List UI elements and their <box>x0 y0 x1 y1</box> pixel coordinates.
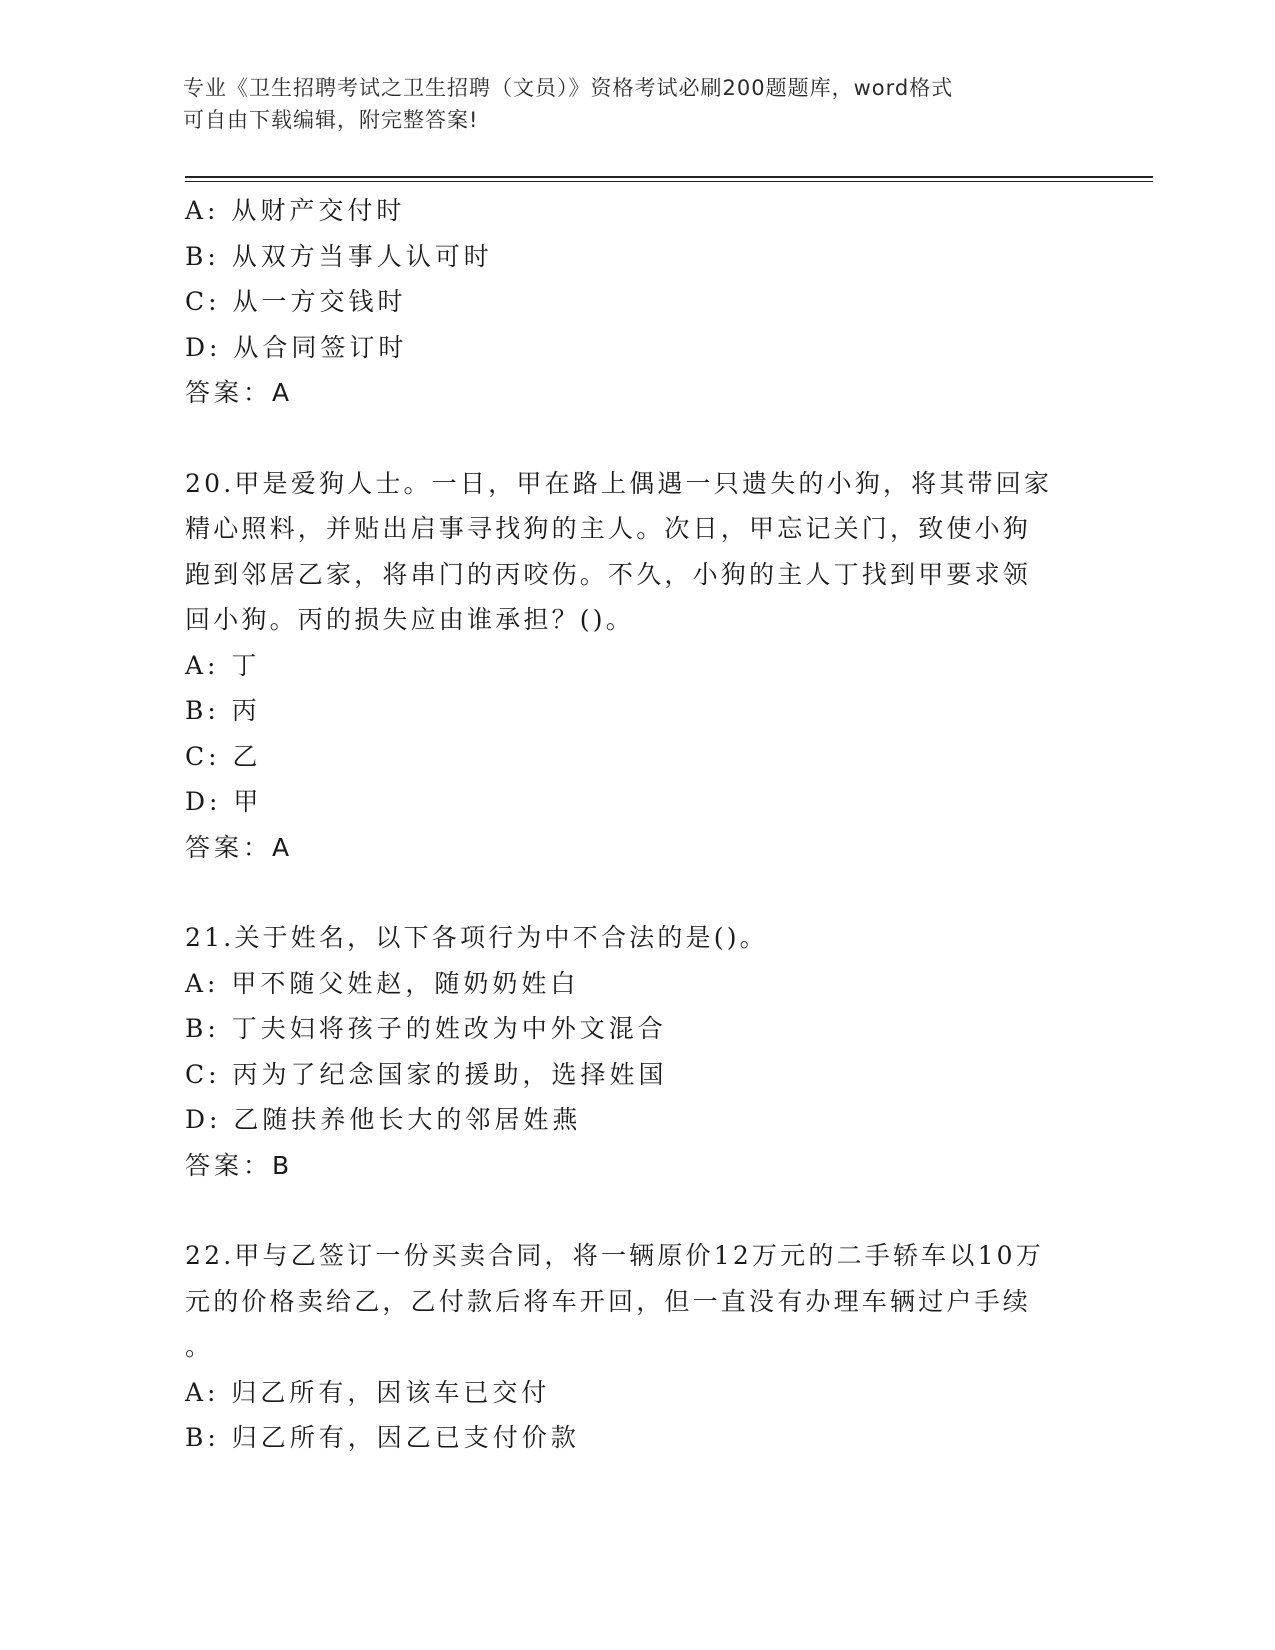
option-c: C: 乙 <box>185 741 262 771</box>
question-text-line: 回小狗。丙的损失应由谁承担？()。 <box>185 605 634 634</box>
question-text-line: 精心照料，并贴出启事寻找狗的主人。次日，甲忘记关门，致使小狗 <box>185 514 1032 543</box>
spacer <box>185 870 1085 915</box>
question-content <box>185 188 1085 1461</box>
question-text-line: 20.甲是爱狗人士。一日，甲在路上偶遇一只遗失的小狗，将其带回家 <box>185 468 1053 498</box>
question-19 <box>185 188 1085 416</box>
answer-line: 答案：B <box>185 1150 294 1180</box>
option-a: A: 甲不随父姓赵，随奶奶姓白 <box>185 968 580 998</box>
header-line-2: 可自由下载编辑，附完整答案! <box>183 108 479 132</box>
option-a: A: 从财产交付时 <box>185 196 406 225</box>
document-header <box>183 72 1063 136</box>
spacer <box>185 1188 1085 1233</box>
question-text-line: 。 <box>185 1332 214 1361</box>
header-rule-thick <box>185 176 1153 178</box>
option-c: C: 丙为了纪念国家的援助，选择姓国 <box>185 1059 668 1089</box>
option-b: B: 丁夫妇将孩子的姓改为中外文混合 <box>185 1014 667 1043</box>
option-c: C: 从一方交钱时 <box>185 287 407 316</box>
option-b: B: 从双方当事人认可时 <box>185 241 493 271</box>
question-21 <box>185 915 1085 1188</box>
spacer <box>185 416 1085 461</box>
option-b: B: 归乙所有，因乙已支付价款 <box>185 1423 580 1452</box>
option-a: A: 丁 <box>185 650 261 680</box>
option-d: D: 从合同签订时 <box>185 332 408 362</box>
header-rule-thin <box>185 181 1153 182</box>
question-text-line: 22.甲与乙签订一份买卖合同，将一辆原价12万元的二手轿车以10万 <box>185 1241 1044 1270</box>
answer-line: 答案：A <box>185 832 294 862</box>
option-d: D: 乙随扶养他长大的邻居姓燕 <box>185 1105 582 1134</box>
header-line-1: 专业《卫生招聘考试之卫生招聘（文员）》资格考试必刷200题题库，word格式 <box>183 76 954 100</box>
question-text-line: 21.关于姓名，以下各项行为中不合法的是()。 <box>185 923 768 952</box>
option-d: D: 甲 <box>185 787 263 816</box>
option-b: B: 丙 <box>185 696 261 725</box>
question-20 <box>185 461 1085 871</box>
answer-line: 答案：A <box>185 378 294 407</box>
question-text-line: 元的价格卖给乙，乙付款后将车开回，但一直没有办理车辆过户手续 <box>185 1286 1032 1316</box>
question-22 <box>185 1233 1085 1461</box>
option-a: A: 归乙所有，因该车已交付 <box>185 1377 551 1407</box>
question-text-line: 跑到邻居乙家，将串门的丙咬伤。不久，小狗的主人丁找到甲要求领 <box>185 559 1032 589</box>
